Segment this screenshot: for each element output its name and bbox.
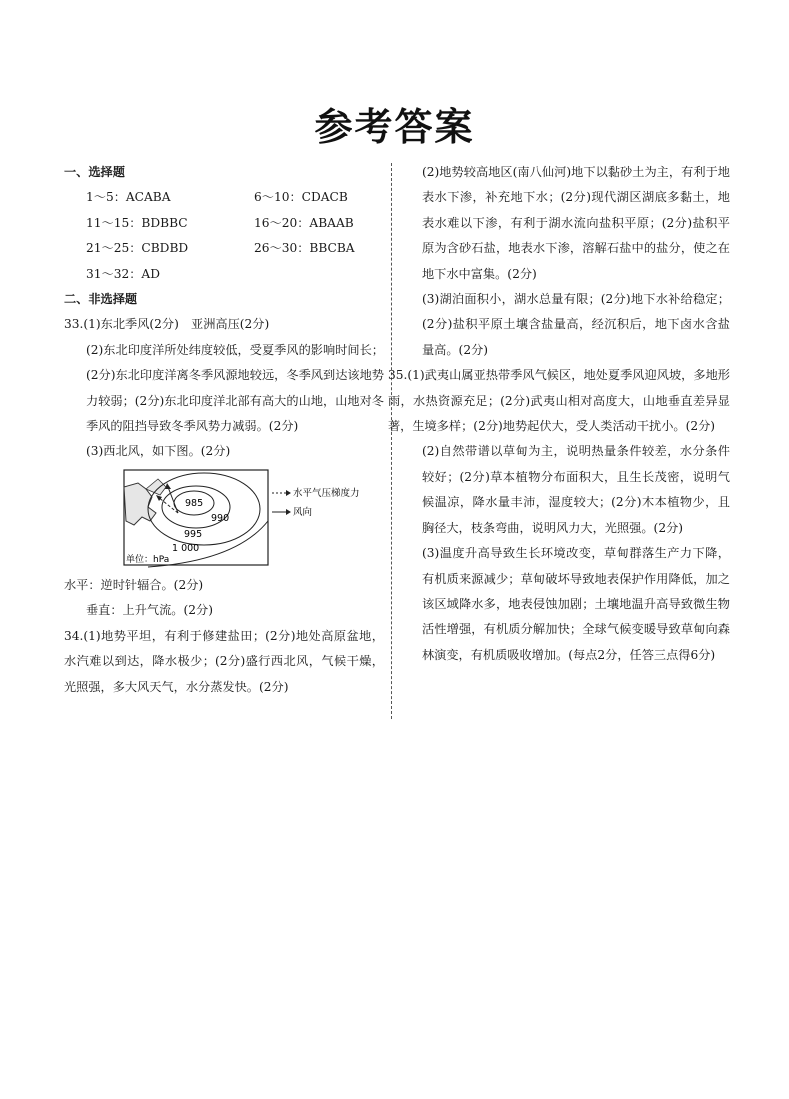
q33-part3: (3)西北风，如下图。(2分) [86, 444, 231, 459]
answer-row [64, 185, 384, 210]
q33-part1: 33.(1)东北季风(2分) 亚洲高压(2分) [64, 317, 270, 332]
answer-item: 6～10：CDACB [254, 190, 348, 205]
unit-label: 单位：hPa [126, 554, 170, 565]
legend-wind-arrowhead [286, 509, 291, 515]
label-1000: 1 000 [172, 542, 200, 554]
q34-part3: (3)湖泊面积小，湖水总量有限；(2分)地下水补给稳定；(2分)盐积平原土壤含盐量高，经沉积后，地下卤水含盐量高。(2分) [422, 292, 730, 357]
label-990: 990 [211, 512, 230, 524]
isobar-figure [86, 469, 360, 567]
answer-item: 1～5：ACABA [86, 190, 171, 205]
isobar-map [86, 469, 360, 567]
answer-item: 16～20：ABAAB [254, 215, 354, 230]
legend-gradient-label: 水平气压梯度力 [293, 487, 360, 499]
answer-row [64, 211, 384, 236]
answer-item: 11～15：BDBBC [86, 215, 188, 230]
page-title: 参考答案 [314, 105, 475, 149]
section-choice-heading: 一、选择题 [64, 165, 125, 179]
answer-item: 31～32：AD [86, 266, 160, 281]
answer-row [64, 262, 384, 287]
q35-part2: (2)自然带谱以草甸为主，说明热量条件较差，水分条件较好；(2分)草本植物分布面积大，且生长茂密，说明气候温凉，降水量丰沛，湿度较大；(2分)木本植物少，且胸径大，枝条弯曲，说明风力大，光照强。(2分) [422, 444, 730, 535]
left-column [64, 160, 384, 700]
label-995: 995 [184, 528, 203, 540]
answer-row [64, 236, 384, 261]
section-nonchoice-heading: 二、非选择题 [64, 292, 138, 307]
q35-part1: 35.(1)武夷山属亚热带季风气候区，地处夏季风迎风坡，多地形雨，水热资源充足；(2分)武夷山相对高度大，山地垂直差异显著，生境多样；(2分)地势起伏大，受人类活动干扰小。(2分) [388, 368, 730, 434]
q34-part1: 34.(1)地势平坦，有利于修建盐田；(2分)地处高原盆地，水汽难以到达，降水极少；(2分)盛行西北风，气候干燥，光照强，多大风天气，水分蒸发快。(2分) [64, 628, 384, 694]
q33-part2: (2)东北印度洋所处纬度较低，受夏季风的影响时间长；(2分)东北印度洋离冬季风源地较远，冬季风到达该地势力较弱；(2分)东北印度洋北部有高大的山地，山地对冬季风的阻挡导致冬季风势力减弱。(2分) [86, 342, 384, 434]
q35-part3: (3)温度升高导致生长环境改变，草甸群落生产力下降，有机质来源减少；草甸破坏导致地表保护作用降低，加之该区域降水多，地表侵蚀加剧；土壤地温升高导致微生物活性增强，有机质分解加快；全球气候变暖导致草甸向森林演变，有机质吸收增加。(每点2分，任答三点得6分) [422, 546, 730, 662]
q33-vertical: 垂直：上升气流。(2分) [86, 603, 213, 618]
column-divider [391, 163, 392, 719]
answer-item: 21～25：CBDBD [86, 241, 189, 256]
right-column [388, 160, 730, 668]
label-985: 985 [185, 497, 204, 509]
q33-horizontal: 水平：逆时针辐合。(2分) [64, 577, 204, 592]
legend-wind-label: 风向 [293, 506, 313, 518]
q34-part2: (2)地势较高地区(南八仙河)地下以黏砂土为主，有利于地表水下渗，补充地下水；(2分)现代湖区湖底多黏土，地表水难以下渗，有利于湖水流向盐积平原；(2分)盐积平原为含砂石盐，地表水下渗，溶解石盐中的盐分，使之在地下水中富集。(2分) [422, 165, 730, 281]
legend-gradient-arrowhead [286, 490, 291, 496]
answer-item: 26～30：BBCBA [254, 241, 355, 256]
